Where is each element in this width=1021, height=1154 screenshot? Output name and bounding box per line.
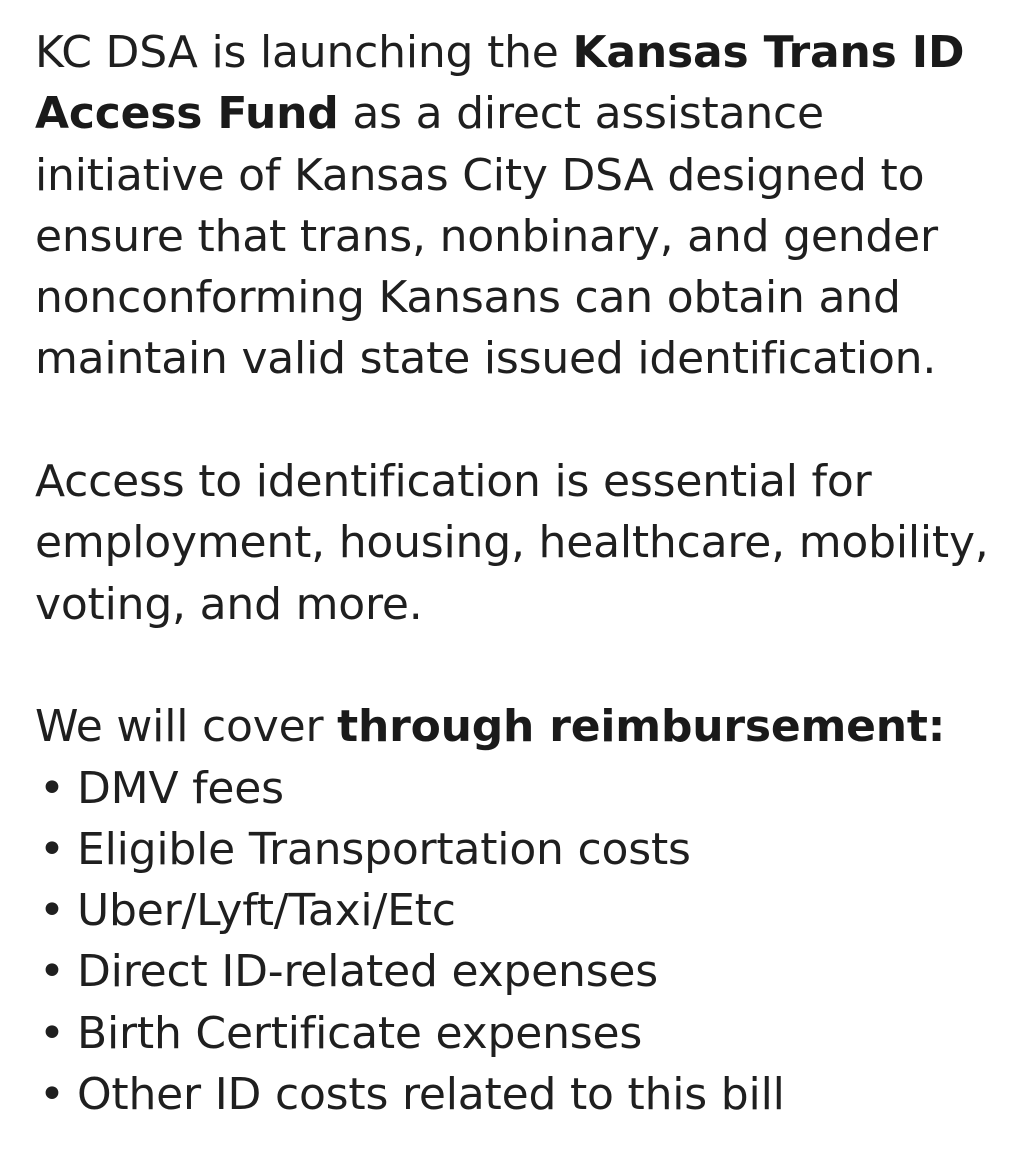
list-item-text: Birth Certificate expenses	[77, 1007, 643, 1059]
list-item-text: Other ID costs related to this bill	[77, 1069, 785, 1121]
list-item-text: DMV fees	[77, 762, 284, 814]
fund-name: Kansas Trans ID Access Fund	[35, 27, 965, 140]
list-item-text: Direct ID-related expenses	[77, 946, 659, 998]
paragraph-spacer	[35, 390, 995, 451]
list-item-text: Uber/Lyft/Taxi/Etc	[77, 885, 456, 937]
bullet-icon: •	[39, 1007, 65, 1059]
coverage-list	[35, 758, 995, 1126]
list-item	[35, 1064, 995, 1125]
access-paragraph: Access to identification is essential for employment, housing, healthcare, mobility, voting, and more.	[35, 456, 989, 630]
bullet-icon: •	[39, 762, 65, 814]
document-body	[35, 22, 995, 1125]
list-item	[35, 880, 995, 941]
intro-paragraph	[35, 22, 995, 390]
list-item	[35, 819, 995, 880]
coverage-lead-bold: through reimbursement:	[337, 701, 946, 753]
list-item-text: Eligible Transportation costs	[77, 823, 691, 875]
bullet-icon: •	[39, 823, 65, 875]
bullet-icon: •	[39, 885, 65, 937]
intro-text-after: as a direct assistance initiative of Kansas City DSA designed to ensure that trans, nonbinary, and gender nonconforming Kansans can obtain and maintain valid state issued identification.	[35, 88, 938, 385]
list-item	[35, 758, 995, 819]
coverage-lead-text: We will cover	[35, 701, 338, 753]
bullet-icon: •	[39, 946, 65, 998]
paragraph-spacer	[35, 635, 995, 696]
list-item	[35, 1003, 995, 1064]
bullet-icon: •	[39, 1069, 65, 1121]
coverage-lead	[35, 696, 995, 757]
intro-text-before: KC DSA is launching the	[35, 27, 573, 78]
list-item	[35, 941, 995, 1002]
